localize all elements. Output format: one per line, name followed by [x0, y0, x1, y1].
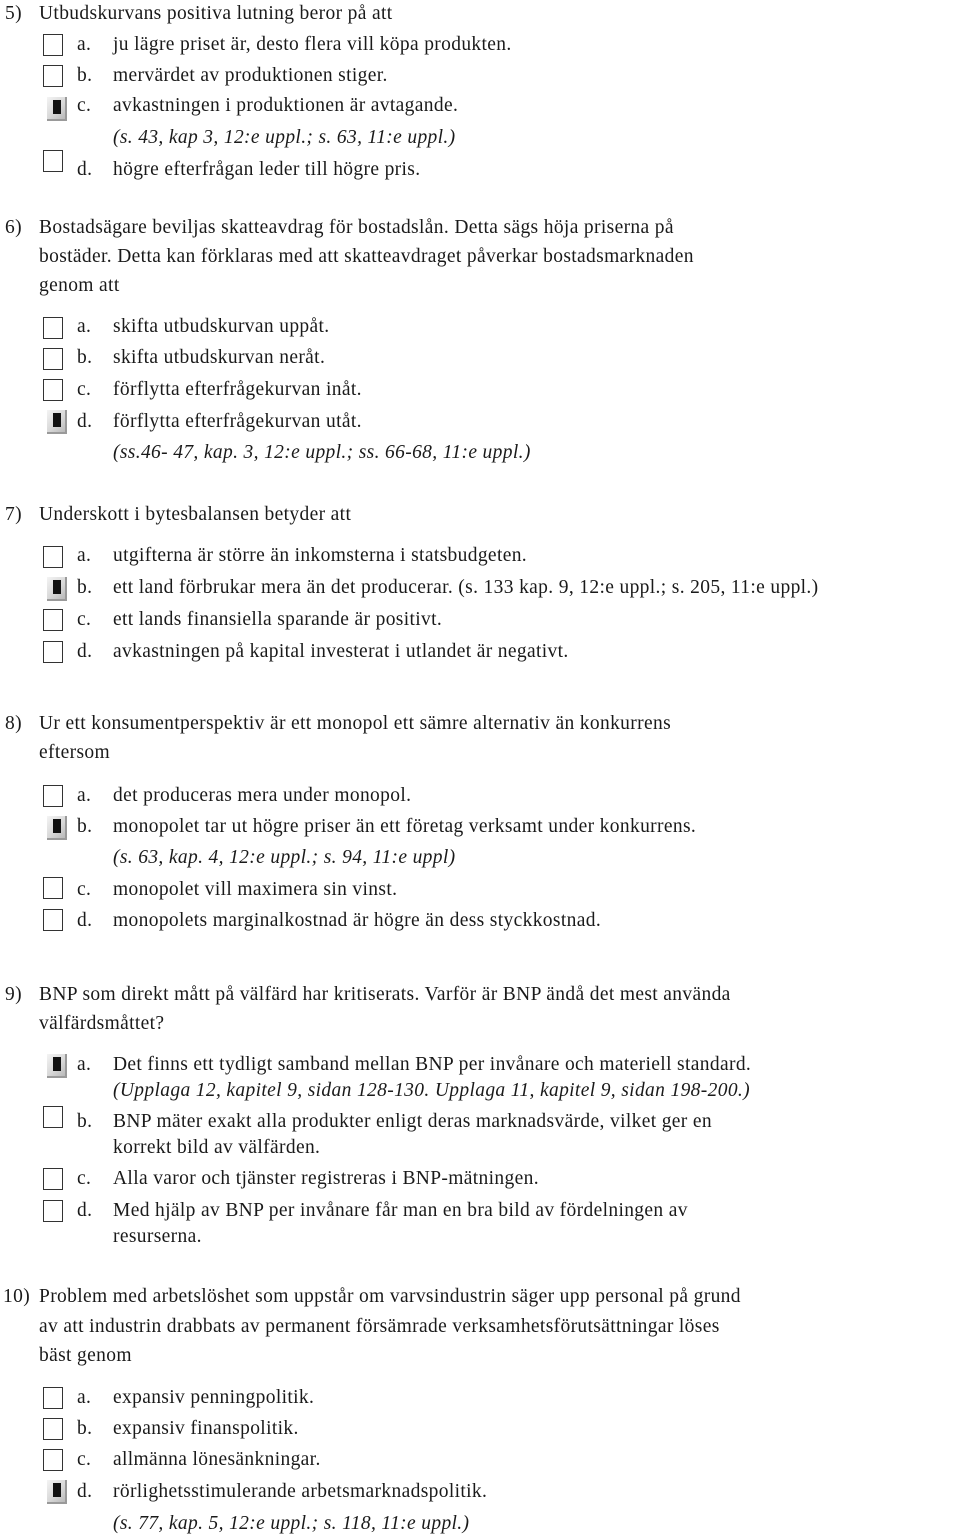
option-letter: c. [77, 95, 92, 116]
checkbox-q5-a[interactable] [43, 34, 63, 56]
checkbox-q6-c[interactable] [43, 379, 63, 401]
option-letter: a. [77, 545, 92, 566]
question-number: 7) [5, 504, 22, 525]
reference-note: (s. 43, kap 3, 12:e uppl.; s. 63, 11:e uppl.) [113, 127, 456, 148]
question-text-line: bäst genom [39, 1345, 132, 1366]
reference-note: (s. 77, kap. 5, 12:e uppl.; s. 118, 11:e uppl.) [113, 1513, 470, 1534]
option-text: avkastningen på kapital investerat i utlandet är negativt. [113, 641, 569, 662]
checkbox-q5-c-checked[interactable] [45, 95, 69, 123]
checkbox-q10-b[interactable] [43, 1418, 63, 1440]
option-text: rörlighetsstimulerande arbetsmarknadspolitik. [113, 1481, 488, 1502]
checkbox-q9-a-checked[interactable] [45, 1052, 69, 1080]
option-letter: b. [77, 816, 93, 837]
option-letter: a. [77, 785, 92, 806]
option-letter: b. [77, 577, 93, 598]
option-letter: b. [77, 65, 93, 86]
option-text: mervärdet av produktionen stiger. [113, 65, 388, 86]
question-text-line: bostäder. Detta kan förklaras med att skatteavdraget påverkar bostadsmarknaden [39, 246, 694, 267]
checkbox-q7-a[interactable] [43, 546, 63, 568]
option-text: Med hjälp av BNP per invånare får man en bra bild av fördelningen av [113, 1200, 688, 1221]
question-text-line: välfärdsmåttet? [39, 1013, 165, 1034]
option-letter: c. [77, 1449, 92, 1470]
question-text: Utbudskurvans positiva lutning beror på att [39, 3, 393, 24]
question-text-line: eftersom [39, 742, 111, 763]
option-text: skifta utbudskurvan neråt. [113, 347, 326, 368]
checkbox-q5-b[interactable] [43, 65, 63, 87]
question-number: 9) [5, 984, 22, 1005]
question-number: 8) [5, 713, 22, 734]
checkbox-q9-c[interactable] [43, 1168, 63, 1190]
option-text: skifta utbudskurvan uppåt. [113, 316, 330, 337]
checkbox-q6-a[interactable] [43, 317, 63, 339]
option-letter: d. [77, 910, 93, 931]
option-text: ett land förbrukar mera än det producerar. (s. 133 kap. 9, 12:e uppl.; s. 205, 11:e uppl.) [113, 577, 819, 598]
option-text: monopolet tar ut högre priser än ett företag verksamt under konkurrens. [113, 816, 697, 837]
option-text: expansiv finanspolitik. [113, 1418, 299, 1439]
checkbox-q7-b-checked[interactable] [45, 575, 69, 603]
option-letter: c. [77, 879, 92, 900]
checkbox-q7-d[interactable] [43, 641, 63, 663]
question-text-line: Ur ett konsumentperspektiv är ett monopol ett sämre alternativ än konkurrens [39, 713, 672, 734]
option-text: monopolets marginalkostnad är högre än dess styckkostnad. [113, 910, 602, 931]
question-text-line: Bostadsägare beviljas skatteavdrag för bostadslån. Detta sägs höja priserna på [39, 217, 674, 238]
option-text: utgifterna är större än inkomsterna i statsbudgeten. [113, 545, 528, 566]
option-letter: a. [77, 1054, 92, 1075]
option-letter: b. [77, 347, 93, 368]
question-number: 5) [5, 3, 22, 24]
question-number: 10) [3, 1286, 31, 1307]
question-number: 6) [5, 217, 22, 238]
option-text: Det finns ett tydligt samband mellan BNP per invånare och materiell standard. [113, 1054, 752, 1075]
checkbox-q5-d[interactable] [43, 150, 63, 172]
checkbox-q6-b[interactable] [43, 348, 63, 370]
option-letter: c. [77, 379, 92, 400]
option-text-continued: resurserna. [113, 1226, 202, 1247]
question-text-line: genom att [39, 275, 120, 296]
checkbox-q9-b[interactable] [43, 1106, 63, 1128]
option-text: förflytta efterfrågekurvan inåt. [113, 379, 362, 400]
checkbox-q6-d-checked[interactable] [45, 408, 69, 436]
checkbox-q8-b-checked[interactable] [45, 814, 69, 842]
option-text-continued: korrekt bild av välfärden. [113, 1137, 321, 1158]
option-letter: c. [77, 1168, 92, 1189]
option-text: BNP mäter exakt alla produkter enligt deras marknadsvärde, vilket ger en [113, 1111, 712, 1132]
option-text: det produceras mera under monopol. [113, 785, 412, 806]
reference-note: (Upplaga 12, kapitel 9, sidan 128-130. Upplaga 11, kapitel 9, sidan 198-200.) [113, 1080, 750, 1101]
checkbox-q7-c[interactable] [43, 609, 63, 631]
checkbox-q9-d[interactable] [43, 1200, 63, 1222]
checkbox-q10-d-checked[interactable] [45, 1478, 69, 1506]
option-letter: d. [77, 159, 93, 180]
option-text: expansiv penningpolitik. [113, 1387, 315, 1408]
checkbox-q10-a[interactable] [43, 1387, 63, 1409]
option-text: högre efterfrågan leder till högre pris. [113, 159, 421, 180]
checkbox-q8-c[interactable] [43, 877, 63, 899]
option-letter: d. [77, 411, 93, 432]
reference-note: (s. 63, kap. 4, 12:e uppl.; s. 94, 11:e uppl) [113, 847, 456, 868]
question-text-line: Problem med arbetslöshet som uppstår om varvsindustrin säger upp personal på grund [39, 1286, 741, 1307]
option-text: ett lands finansiella sparande är positivt. [113, 609, 443, 630]
option-text: avkastningen i produktionen är avtagande. [113, 95, 459, 116]
option-text: förflytta efterfrågekurvan utåt. [113, 411, 362, 432]
option-letter: d. [77, 1481, 93, 1502]
option-letter: a. [77, 1387, 92, 1408]
question-text-line: av att industrin drabbats av permanent försämrade verksamhetsförutsättningar löses [39, 1316, 720, 1337]
reference-note: (ss.46- 47, kap. 3, 12:e uppl.; ss. 66-68, 11:e uppl.) [113, 442, 531, 463]
option-letter: b. [77, 1111, 93, 1132]
option-letter: d. [77, 641, 93, 662]
option-text: allmänna lönesänkningar. [113, 1449, 321, 1470]
question-text-line: BNP som direkt mått på välfärd har kritiserats. Varför är BNP ändå det mest använda [39, 984, 731, 1005]
option-letter: d. [77, 1200, 93, 1221]
question-text: Underskott i bytesbalansen betyder att [39, 504, 352, 525]
option-letter: c. [77, 609, 92, 630]
checkbox-q8-a[interactable] [43, 785, 63, 807]
option-text: ju lägre priset är, desto flera vill köpa produkten. [113, 34, 512, 55]
option-letter: b. [77, 1418, 93, 1439]
option-letter: a. [77, 316, 92, 337]
option-letter: a. [77, 34, 92, 55]
option-text: Alla varor och tjänster registreras i BNP-mätningen. [113, 1168, 539, 1189]
checkbox-q8-d[interactable] [43, 909, 63, 931]
checkbox-q10-c[interactable] [43, 1449, 63, 1471]
option-text: monopolet vill maximera sin vinst. [113, 879, 398, 900]
